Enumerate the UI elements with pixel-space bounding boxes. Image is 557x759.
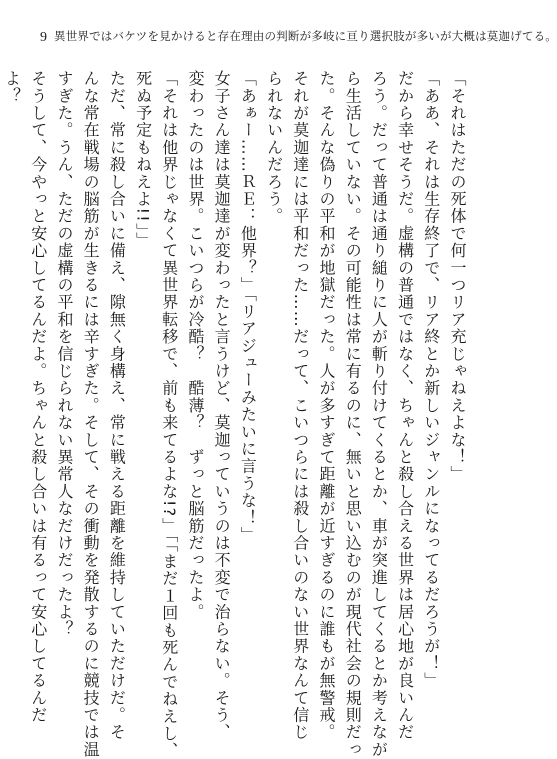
text-line: すぎた。うん、ただの虚構の平和を信じられない異常人なだけだったよ？ xyxy=(54,70,74,638)
running-head: 異世界ではバケツを見かけると存在理由の判断が多岐に亘り選択肢が多いが大概は莫迦げてる。 xyxy=(54,29,557,43)
text-line: それが莫迦達には平和だった……だって、こいつらには殺し合いのない世界なんて信じ xyxy=(290,70,310,741)
text-line: た。そんな偽りの平和が地獄だった。人が多すぎて距離が近すぎるのに誰もが無警戒。 xyxy=(316,70,336,741)
text-line: よ？ xyxy=(2,70,22,105)
page-number: 9 xyxy=(40,30,47,45)
text-line: 女子さん達は莫迦達が変わったと言うけど、莫迦っていうのは不変で治らない。そう、 xyxy=(212,70,232,741)
text-line: 「それはただの死体で何一つリア充じゃねえよな！」 xyxy=(448,70,467,483)
text-line: んな常在戦場の脳筋が生きるには辛すぎた。そして、その衝動を発散するのに競技では温 xyxy=(81,70,101,758)
text-line: そうして、今やっと安心してるんだよ。ちゃんと殺し合いは有るって安心してるんだ xyxy=(28,70,48,724)
text-line: 変わったのは世界。こいつらが冷酷？ 酷薄？ ずっと脳筋だったよ。 xyxy=(185,70,205,621)
text-line: ろう。だって普通は通り縋りに人が斬り付けてくるとか、車が突進してくるとか考えなが xyxy=(369,70,389,758)
body-text xyxy=(2,70,470,759)
text-line: 「それは他界じゃなくて異世界転移で、前も来てるよな!?」「「まだ１回も死んでねえし、 xyxy=(159,70,179,759)
text-line: だから幸せそうだ。虚構の普通ではなく、ちゃんと殺し合える世界は居心地が良いんだ xyxy=(395,70,415,741)
text-line: 死ぬ予定もねえよ!!」」 xyxy=(133,70,153,250)
text-line: られないんだろう。 xyxy=(264,70,284,225)
text-line: 「ああ、それは生存終了で、リア終とか新しいジャンルになってるだろうが！」 xyxy=(421,70,441,690)
text-line: ら生活していない。その可能性は常に有るのに、無いと思い込むのが現代社会の規則だっ xyxy=(343,70,363,758)
text-line: 「あぁー……ＲＥ：他界？」「リアジューみたいに言うな！」 xyxy=(238,70,258,544)
text-line: ただ、常に殺し合いに備え、隙無く身構え、常に戦える距離を維持していただけだ。そ xyxy=(107,70,127,741)
